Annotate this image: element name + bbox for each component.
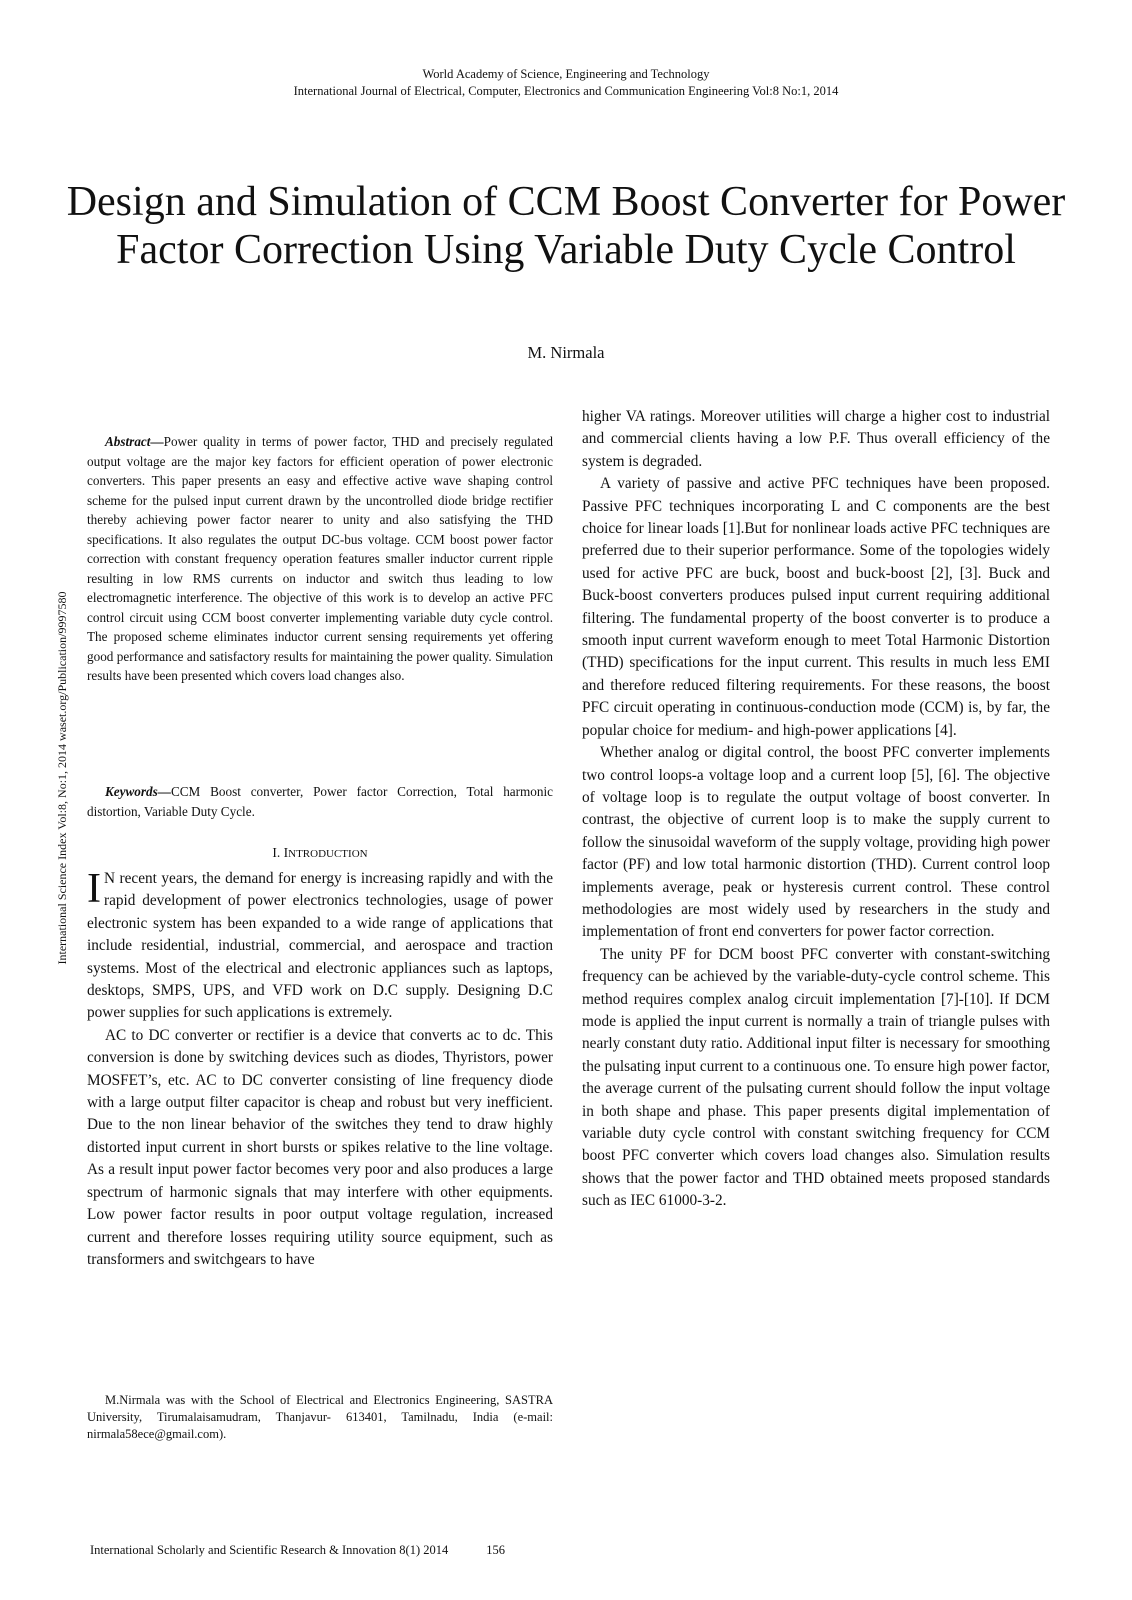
author-name: M. Nirmala <box>527 343 605 362</box>
right-paragraph-1: higher VA ratings. Moreover utilities will charge a higher cost to industrial and commercial clients having a low P.F. Thus overall efficiency of the system is degraded. <box>582 408 1050 470</box>
intro-paragraph-1: I N recent years, the demand for energy is increasing rapidly and with the rapid development of power electronics technologies, usage of power electronic system has been expanded to a wide range of applications that include residential, industrial, commercial, and aerospace and traction systems. Most of the electrical and electronic appliances such as laptops, desktops, SMPS, UPS, and VFD work on D.C supply. Designing D.C power supplies for such applications is extremely. <box>87 866 553 1022</box>
intro-paragraph-2: AC to DC converter or rectifier is a device that converts ac to dc. This conversion is done by switching devices such as diodes, Thyristors, power MOSFET’s, etc. AC to DC converter consisting of line frequency diode with a large output filter capacitor is cheap and robust but very inefficient. Due to the non linear behavior of the switches they tend to draw highly distorted input current in short bursts or spikes relative to the line voltage. As a result input power factor becomes very poor and also produces a large spectrum of harmonic signals that may interfere with other equipments. Low power factor results in poor output voltage regulation, increased current and therefore losses requiring utility source equipment, such as transformers and switchgears to have <box>87 1026 553 1268</box>
keywords-label: Keywords— <box>105 784 171 799</box>
right-column-text <box>582 406 1050 1213</box>
abstract-label: Abstract— <box>105 434 164 449</box>
abstract-paragraph <box>87 432 553 686</box>
page-number: 156 <box>486 1543 505 1557</box>
author-footnote <box>87 1392 553 1443</box>
keywords-paragraph <box>87 782 553 821</box>
side-index-text: International Science Index Vol:8, No:1, 2014 waset.org/Publication/9997580 <box>55 591 69 965</box>
right-paragraph-3: Whether analog or digital control, the boost PFC converter implements two control loops-a voltage loop and a current loop [5], [6]. The objective of voltage loop is to regulate the output voltage of boost converter. In contrast, the objective of current loop is to make the supply current to follow the sinusoidal waveform of the supply voltage, providing high power factor (PF) and low total harmonic distortion (THD). Current control loop implements average, peak or hysteresis current control. These control methodologies are most widely used by researchers in the study and implementation of front end converters for power factor correction. <box>582 744 1050 941</box>
drop-cap: I <box>87 866 101 912</box>
footer-journal: International Scholarly and Scientific Research & Innovation 8(1) 2014 <box>90 1543 449 1557</box>
abstract-text: Power quality in terms of power factor, THD and precisely regulated output voltage are the major key factors for efficient operation of power electronic converters. This paper presents an easy and effective active wave shaping control scheme for the pulsed input current drawn by the uncontrolled diode bridge rectifier thereby achieving power factor nearer to unity and also satisfying the THD specifications. It also regulates the output DC-bus voltage. CCM boost power factor correction with constant frequency operation features smaller inductor current ripple resulting in low RMS currents on inductor and switch thus leading to low electromagnetic interference. The objective of this work is to develop an active PFC control circuit using CCM boost converter implementing variable duty cycle control. The proposed scheme eliminates inductor current sensing requirements yet offering good performance and satisfactory results for maintaining the power quality. Simulation results have been presented which covers load changes also. <box>87 434 553 683</box>
footnote-text: M.Nirmala was with the School of Electrical and Electronics Engineering, SASTRA University, Tirumalaisamudram, Thanjavur- 613401, Tamilnadu, India (e-mail: nirmala58ece@gmail.com). <box>87 1393 553 1441</box>
journal-header-line1: World Academy of Science, Engineering and Technology <box>422 67 710 81</box>
keywords-section <box>87 782 553 821</box>
paper-title: Design and Simulation of CCM Boost Converter for Power Factor Correction Using Variable Duty Cycle Control <box>66 179 1066 273</box>
right-paragraph-4: The unity PF for DCM boost PFC converter with constant-switching frequency can be achieved by the variable-duty-cycle control scheme. This method requires complex analog circuit implementation [7]-[10]. If DCM mode is applied the input current is normally a train of triangle pulses with nearly constant duty ratio. Additional input filter is necessary for smoothing the pulsating input current to a continuous one. To ensure high power factor, the average current of the pulsating current should follow the input voltage in both shape and phase. This paper presents digital implementation of variable duty cycle control with constant switching frequency for CCM boost PFC converter which covers load changes also. Simulation results shows that the power factor and THD obtained meets proposed standards such as IEC 61000-3-2. <box>582 945 1050 1210</box>
page-footer <box>90 1543 505 1558</box>
keywords-text: CCM Boost converter, Power factor Correction, Total harmonic distortion, Variable Duty Cycle. <box>87 784 553 819</box>
right-paragraph-2: A variety of passive and active PFC techniques have been proposed. Passive PFC techniques incorporating L and C components are the best choice for linear loads [1].But for nonlinear loads active PFC techniques are preferred due to their superior performance. Some of the topologies widely used for active PFC are buck, boost and buck-boost [2], [3]. Buck and Buck-boost converters produces pulsed input current requiring additional filtering. The fundamental property of the boost converter is to produce a smooth input current waveform enough to meet Total Harmonic Distortion (THD) specifications for the input current. This results in much less EMI and therefore reduced filtering requirements. For these reasons, the boost PFC circuit operating in continuous-conduction mode (CCM) is, by far, the popular choice for medium- and high-power applications [4]. <box>582 475 1050 739</box>
journal-header-line2: International Journal of Electrical, Computer, Electronics and Communication Engineering Vol:8 No:1, 2014 <box>293 84 839 98</box>
journal-header <box>0 66 1132 100</box>
introduction-text <box>87 868 553 1271</box>
abstract-section <box>87 432 553 686</box>
section-heading-introduction: I. INTRODUCTION <box>272 845 368 860</box>
